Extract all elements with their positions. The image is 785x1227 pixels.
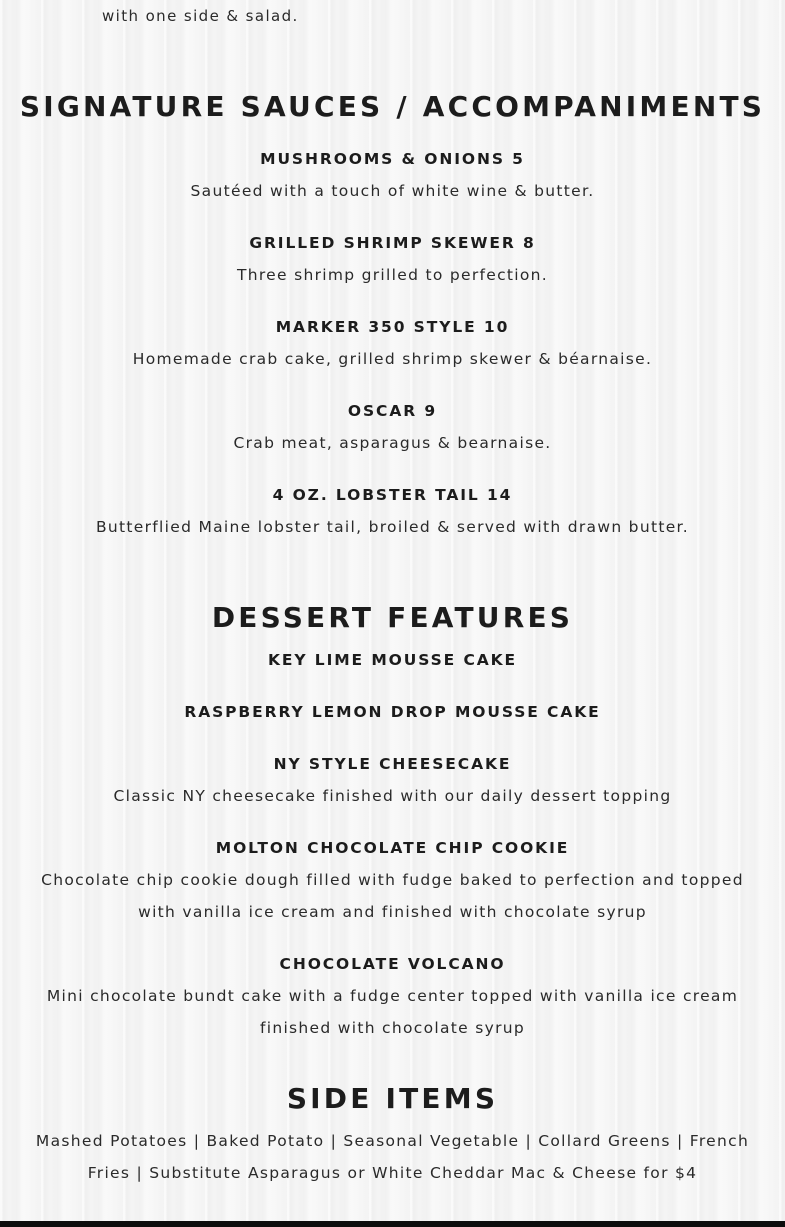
- menu-item-description: Sautéed with a touch of white wine & butter.: [190, 182, 595, 200]
- previous-item-description-tail: with one side & salad.: [102, 7, 299, 25]
- menu-item-name: OSCAR 9: [347, 402, 438, 420]
- menu-item-name: MARKER 350 STYLE 10: [275, 318, 510, 336]
- menu-item-description: Homemade crab cake, grilled shrimp skewer & béarnaise.: [132, 350, 653, 368]
- menu-item-description: Crab meat, asparagus & bearnaise.: [233, 434, 552, 452]
- menu-item-name: RASPBERRY LEMON DROP MOUSSE CAKE: [184, 703, 601, 721]
- menu-item-name: GRILLED SHRIMP SKEWER 8: [249, 234, 536, 252]
- section-title-sides: SIDE ITEMS: [286, 1082, 499, 1115]
- menu-item-name: 4 OZ. LOBSTER TAIL 14: [272, 486, 513, 504]
- menu-item-description: Mini chocolate bundt cake with a fudge center topped with vanilla ice cream finished with chocolate syrup: [46, 987, 739, 1037]
- menu-item-name: KEY LIME MOUSSE CAKE: [267, 651, 518, 669]
- menu-item-description: Classic NY cheesecake finished with our daily dessert topping: [113, 787, 672, 805]
- menu-item-name: CHOCOLATE VOLCANO: [279, 955, 506, 973]
- menu-item-name: MOLTON CHOCOLATE CHIP COOKIE: [215, 839, 570, 857]
- side-items-list: Mashed Potatoes | Baked Potato | Seasonal Vegetable | Collard Greens | French Fries | Substitute Asparagus or White Cheddar Mac & Cheese for $4: [35, 1132, 750, 1182]
- section-title-desserts: DESSERT FEATURES: [211, 601, 574, 634]
- section-title-sauces: SIGNATURE SAUCES / ACCOMPANIMENTS: [19, 90, 766, 123]
- menu-item-name: MUSHROOMS & ONIONS 5: [260, 150, 525, 168]
- footer-bar: [0, 1221, 785, 1227]
- menu-item-description: Three shrimp grilled to perfection.: [236, 266, 549, 284]
- menu-item-description: Chocolate chip cookie dough filled with fudge baked to perfection and topped with vanilla ice cream and finished with chocolate syrup: [41, 871, 744, 921]
- menu-item-description: Butterflied Maine lobster tail, broiled & served with drawn butter.: [95, 518, 690, 536]
- menu-item-name: NY STYLE CHEESECAKE: [273, 755, 512, 773]
